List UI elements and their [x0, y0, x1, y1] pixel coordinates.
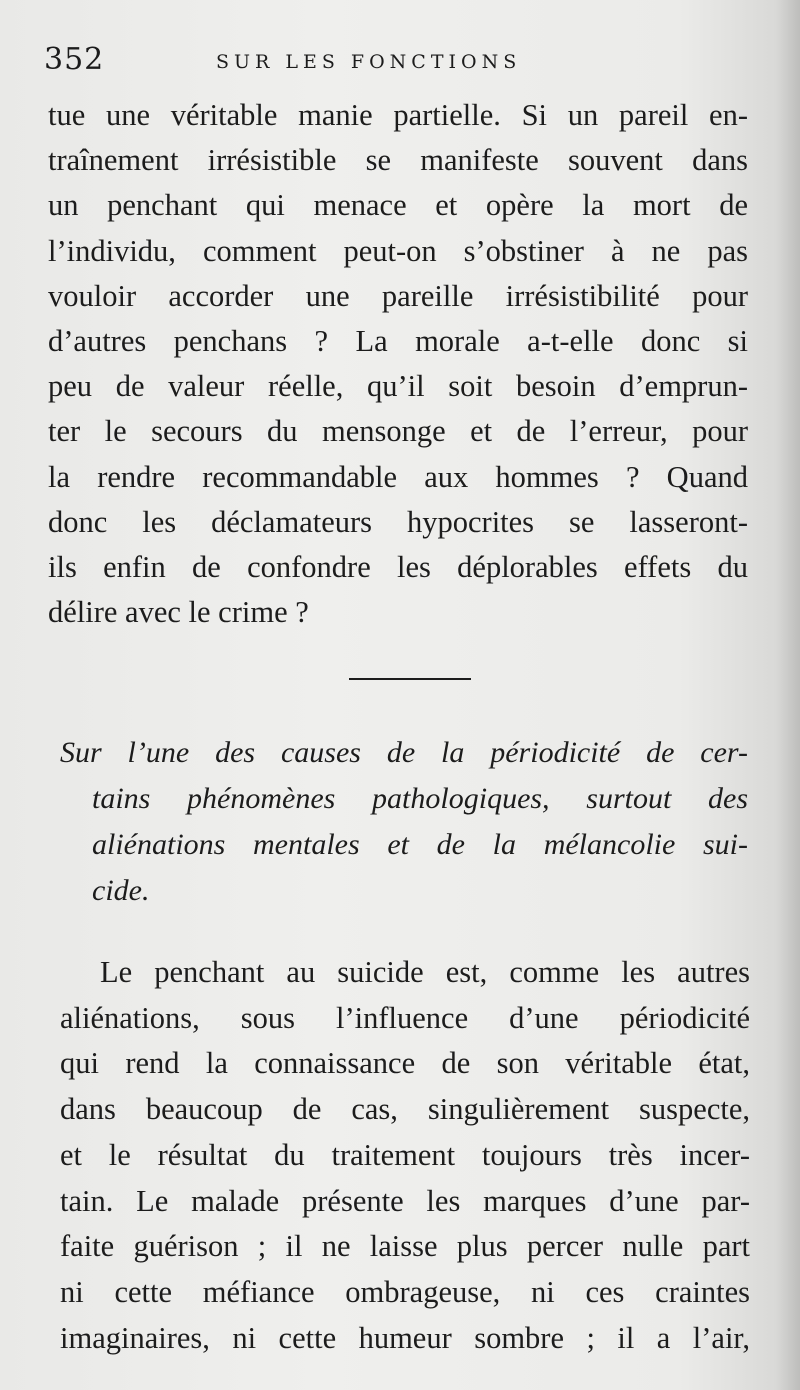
- text-line: traînement irrésistible se manifeste souvent dans: [48, 143, 748, 178]
- title-line: tains phénomènes pathologiques, surtout des: [92, 782, 748, 815]
- text-line: l’individu, comment peut-on s’obstiner à ne pas: [48, 233, 748, 268]
- section-title: [60, 730, 748, 914]
- page-header: [44, 42, 760, 82]
- text-line: tue une véritable manie partielle. Si un pareil en-: [48, 98, 748, 132]
- title-line: Sur l’une des causes de la périodicité de cer-: [60, 736, 748, 769]
- text-line: donc les déclamateurs hypocrites se lasseront-: [48, 504, 748, 539]
- title-line: aliénations mentales et de la mélancolie sui-: [92, 828, 748, 861]
- text-line: la rendre recommandable aux hommes ? Quand: [48, 459, 748, 494]
- text-line: vouloir accorder une pareille irrésistibilité pour: [48, 278, 748, 313]
- text-line: ils enfin de confondre les déplorables effets du: [48, 550, 748, 585]
- text-line: aliénations, sous l’influence d’une périodicité: [60, 1000, 750, 1035]
- text-line: un penchant qui menace et opère la mort de: [48, 188, 748, 223]
- text-line: tain. Le malade présente les marques d’une par-: [60, 1183, 750, 1218]
- text-line: qui rend la connaissance de son véritable état,: [60, 1046, 750, 1081]
- text-line: d’autres penchans ? La morale a-t-elle donc si: [48, 324, 748, 359]
- text-line: ter le secours du mensonge et de l’erreur, pour: [48, 414, 748, 449]
- paragraph-continued: [48, 93, 748, 635]
- text-line: ni cette méfiance ombrageuse, ni ces craintes: [60, 1274, 750, 1309]
- text-line: délire avec le crime ?: [48, 595, 309, 630]
- text-line: dans beaucoup de cas, singulièrement suspecte,: [60, 1092, 750, 1127]
- running-head: SUR LES FONCTIONS: [216, 51, 522, 73]
- paragraph: [60, 950, 750, 1361]
- page-number: 352: [44, 42, 105, 77]
- text-line: peu de valeur réelle, qu’il soit besoin d’emprun-: [48, 369, 748, 404]
- text-line: et le résultat du traitement toujours très incer-: [60, 1137, 750, 1172]
- text-line: imaginaires, ni cette humeur sombre ; il a l’air,: [60, 1320, 750, 1355]
- text-line: Le penchant au suicide est, comme les autres: [100, 955, 750, 989]
- section-divider: [349, 678, 471, 680]
- title-line: cide.: [92, 874, 150, 907]
- text-line: faite guérison ; il ne laisse plus percer nulle part: [60, 1229, 750, 1264]
